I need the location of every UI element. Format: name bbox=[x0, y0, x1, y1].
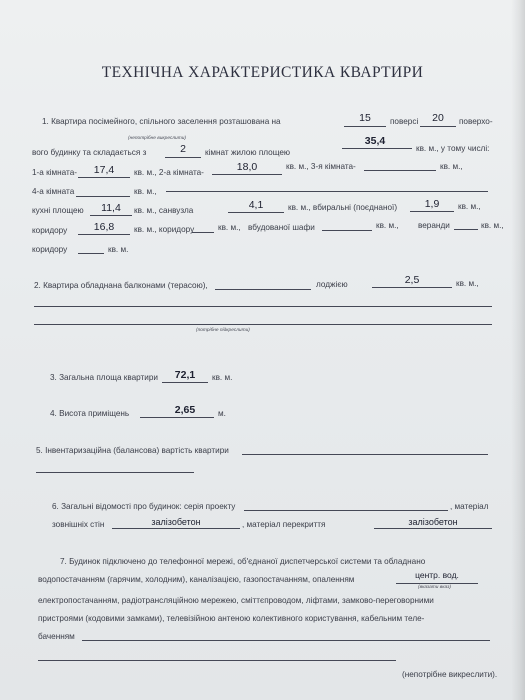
s1-line1: 1. Квартира посімейного, спільного заселення розташована на bbox=[42, 117, 281, 126]
walls-value: залізобетон bbox=[151, 517, 201, 527]
balcony-line bbox=[215, 289, 311, 290]
s7-line1: 7. Будинок підключено до телефонної мережі, об'єднаної диспетчерської системи та обладнано bbox=[60, 557, 426, 566]
room3-line bbox=[364, 170, 436, 171]
corridor2-line bbox=[192, 232, 214, 233]
wc-unit: кв. м., bbox=[458, 202, 481, 211]
corridor1-line bbox=[78, 234, 130, 235]
kitchen-line bbox=[90, 215, 132, 216]
corridor2-unit: кв. м., bbox=[218, 223, 241, 232]
s7-line2: водопостачанням (гарячим, холодним), каналізацією, газопостачанням, опаленням bbox=[38, 575, 355, 584]
veranda-unit: кв. м., bbox=[481, 221, 504, 230]
walls-line bbox=[112, 528, 240, 529]
kitchen-label: кухні площею bbox=[32, 206, 84, 215]
corridor3-line bbox=[78, 253, 104, 254]
bath-label: кв. м., санвузла bbox=[134, 206, 194, 215]
overlap-value: залізобетон bbox=[408, 517, 458, 527]
builtin-line bbox=[322, 230, 372, 231]
s2-line1: 2. Квартира обладнана балконами (терасою), bbox=[34, 281, 208, 290]
total-area-line bbox=[162, 382, 208, 383]
room3-label: кв. м., 3-я кімната- bbox=[286, 162, 356, 171]
veranda-label: веранди bbox=[418, 221, 450, 230]
s7-line3: електропостачанням, радіотрансляційною мережею, сміттєпроводом, ліфтами, замково-переговорними bbox=[38, 596, 434, 605]
s1-line2a: вого будинку та складається з bbox=[32, 148, 147, 157]
heating-value: центр. вод. bbox=[415, 570, 459, 580]
living-area-line bbox=[342, 148, 412, 149]
rooms-line bbox=[165, 157, 201, 158]
builtin-label: вбудованої шафи bbox=[248, 223, 315, 232]
balance-value-line2 bbox=[36, 472, 194, 473]
total-floors-line bbox=[420, 126, 456, 127]
page-fold-shadow bbox=[511, 0, 525, 700]
room2-value: 18,0 bbox=[236, 161, 258, 173]
s7-line5-rule bbox=[82, 640, 490, 641]
room4-label: 4-а кімната bbox=[32, 187, 75, 196]
s7-line5: баченням bbox=[38, 632, 75, 641]
s7-line4: пристроями (кодовими замками), телевізійною антеною колективного користування, кабельним теле- bbox=[38, 614, 425, 623]
room3-unit: кв. м., bbox=[440, 162, 463, 171]
s6-line1: 6. Загальні відомості про будинок: серія проекту bbox=[52, 502, 236, 511]
loggia-label: лоджією bbox=[316, 280, 348, 289]
total-area-value: 72,1 bbox=[174, 369, 196, 381]
corridor1-label: коридору bbox=[32, 226, 68, 235]
builtin-unit: кв. м., bbox=[376, 221, 399, 230]
floor-line bbox=[344, 126, 386, 127]
room1-value: 17,4 bbox=[93, 164, 115, 176]
loggia-unit: кв. м., bbox=[456, 279, 479, 288]
poversi-label: поверсі bbox=[390, 117, 419, 126]
walls-label: зовнішніх стін bbox=[52, 520, 105, 529]
s1-note: (непотрібне викреслити) bbox=[128, 136, 186, 141]
room4-line bbox=[76, 196, 130, 197]
project-series-line bbox=[244, 510, 448, 511]
document-title: ТЕХНІЧНА ХАРАКТЕРИСТИКА КВАРТИРИ bbox=[101, 64, 424, 81]
kitchen-value: 11,4 bbox=[101, 202, 121, 214]
room4-unit: кв. м., bbox=[134, 187, 157, 196]
s7-note: (непотрібне викреслити). bbox=[402, 670, 498, 679]
corridor3-unit: кв. м. bbox=[108, 245, 129, 254]
s7-line6-rule bbox=[38, 660, 396, 661]
height-line bbox=[140, 417, 214, 418]
total-area-label: 3. Загальна площа квартири bbox=[50, 373, 158, 382]
s2-note: (потрібне підкреслити) bbox=[196, 328, 250, 333]
wc-label: кв. м., вбиральні (поєднаної) bbox=[288, 203, 398, 212]
overlap-line bbox=[374, 528, 492, 529]
loggia-line bbox=[372, 287, 452, 288]
height-value: 2,65 bbox=[174, 404, 196, 416]
s1-line2b: кімнат жилою площею bbox=[205, 148, 291, 157]
floor-value: 15 bbox=[359, 112, 371, 124]
bath-value: 4,1 bbox=[248, 199, 264, 211]
veranda-line bbox=[454, 229, 478, 230]
s2-extra-line1 bbox=[34, 306, 492, 307]
room1-label: 1-а кімната- bbox=[32, 168, 77, 177]
rooms-value: 2 bbox=[180, 143, 186, 155]
total-floors-value: 20 bbox=[432, 112, 444, 124]
heating-line bbox=[396, 583, 478, 584]
balance-value-line bbox=[242, 454, 488, 455]
room4-rest-line bbox=[166, 191, 488, 192]
heating-note: (вказати вказ) bbox=[418, 585, 451, 590]
overlap-label: , матеріал перекриття bbox=[242, 520, 326, 529]
corridor2-label: кв. м., коридору bbox=[134, 225, 195, 234]
height-label: 4. Висота приміщень bbox=[50, 409, 130, 418]
height-unit: м. bbox=[218, 409, 226, 418]
corridor3-label: коридору bbox=[32, 245, 68, 254]
loggia-value: 2,5 bbox=[404, 274, 420, 286]
living-area-value: 35,4 bbox=[364, 135, 386, 147]
room2-line bbox=[212, 174, 282, 175]
room2-label: кв. м., 2-а кімната- bbox=[134, 168, 204, 177]
room1-line bbox=[78, 177, 130, 178]
s6-material: , матеріал bbox=[450, 502, 489, 511]
corridor1-value: 16,8 bbox=[93, 221, 115, 233]
balance-value-label: 5. Інвентаризаційна (балансова) вартість квартири bbox=[36, 446, 229, 455]
s2-extra-line2 bbox=[34, 324, 492, 325]
poverkh-label: поверхо- bbox=[459, 117, 493, 126]
total-area-unit: кв. м. bbox=[212, 373, 233, 382]
wc-line bbox=[410, 211, 454, 212]
s1-line2c: кв. м., у тому числі: bbox=[416, 144, 490, 153]
wc-value: 1,9 bbox=[424, 198, 440, 210]
bath-line bbox=[228, 212, 284, 213]
